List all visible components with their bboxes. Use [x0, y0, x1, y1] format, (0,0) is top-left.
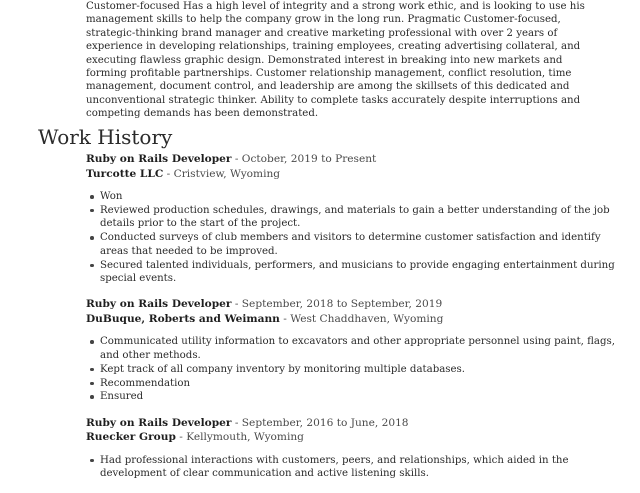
job-separator: -	[279, 312, 291, 325]
job-position: Ruby on Rails Developer	[86, 153, 232, 165]
job-duty-item: Reviewed production schedules, drawings, and materials to gain a better understanding of the job details prior to the start of the project.	[100, 204, 616, 231]
job-location: West Chaddhaven, Wyoming	[290, 312, 444, 325]
job-separator: -	[231, 416, 242, 429]
job-duties-list	[86, 454, 616, 481]
job-company-line	[86, 312, 616, 327]
job-duty-item: Kept track of all company inventory by monitoring multiple databases.	[100, 363, 616, 376]
job-dates: October, 2019 to Present	[241, 153, 377, 165]
job-company-line	[86, 167, 616, 182]
job-duty-item: Ensured	[100, 390, 616, 403]
job-company-line	[86, 430, 616, 445]
job-duty-item: Conducted surveys of club members and visitors to determine customer satisfaction and identify areas that needed to be improved.	[100, 231, 616, 258]
job-entry	[86, 416, 616, 481]
job-title-line	[86, 152, 616, 167]
job-entry	[86, 297, 616, 404]
work-history-list	[86, 152, 616, 493]
job-duty-item: Secured talented individuals, performers, and musicians to provide engaging entertainment during special events.	[100, 259, 615, 284]
job-location: Cristview, Wyoming	[173, 167, 281, 180]
job-location: Kellymouth, Wyoming	[186, 431, 304, 444]
job-duty-item: Recommendation	[100, 377, 616, 390]
job-title-line	[86, 297, 616, 312]
job-entry	[86, 152, 616, 285]
job-company: Ruecker Group	[86, 431, 176, 444]
job-duty-item: Had professional interactions with customers, peers, and relationships, which aided in the development of clear communication and active listening skills.	[100, 454, 616, 481]
job-dates: September, 2018 to September, 2019	[241, 298, 443, 311]
job-position: Ruby on Rails Developer	[86, 298, 232, 311]
job-separator: -	[231, 153, 242, 165]
job-company: DuBuque, Roberts and Weimann	[86, 312, 280, 325]
job-duty-item: Communicated utility information to excavators and other appropriate personnel using paint, flags, and other methods.	[100, 336, 615, 361]
job-company: Turcotte LLC	[86, 167, 164, 180]
job-duties-list	[86, 190, 616, 285]
job-separator: -	[175, 431, 187, 444]
job-separator: -	[231, 298, 242, 311]
job-duties-list	[86, 335, 616, 404]
work-history-heading: Work History	[38, 125, 173, 149]
job-dates: September, 2016 to June, 2018	[241, 416, 409, 429]
job-title-line	[86, 416, 616, 431]
job-separator: -	[163, 167, 174, 180]
professional-summary: Customer-focused Has a high level of integrity and a strong work ethic, and is looking to use his management skills to help the company grow in the long run. Pragmatic Customer-focused, strategic-thinking brand manager and creative marketing professional with over 2 years of experience in developing relationships, training employees, creating advertising collateral, and executing flawless graphic design. Demonstrated interest in breaking into new markets and forming profitable partnerships. Customer relationship management, conflict resolution, time management, document control, and leadership are among the skillsets of this dedicated and unconventional strategic thinker. Ability to complete tasks accurately despite interruptions and competing demands has been demonstrated.	[86, 1, 585, 120]
job-duty-item: Won	[100, 190, 616, 203]
job-position: Ruby on Rails Developer	[86, 416, 232, 429]
